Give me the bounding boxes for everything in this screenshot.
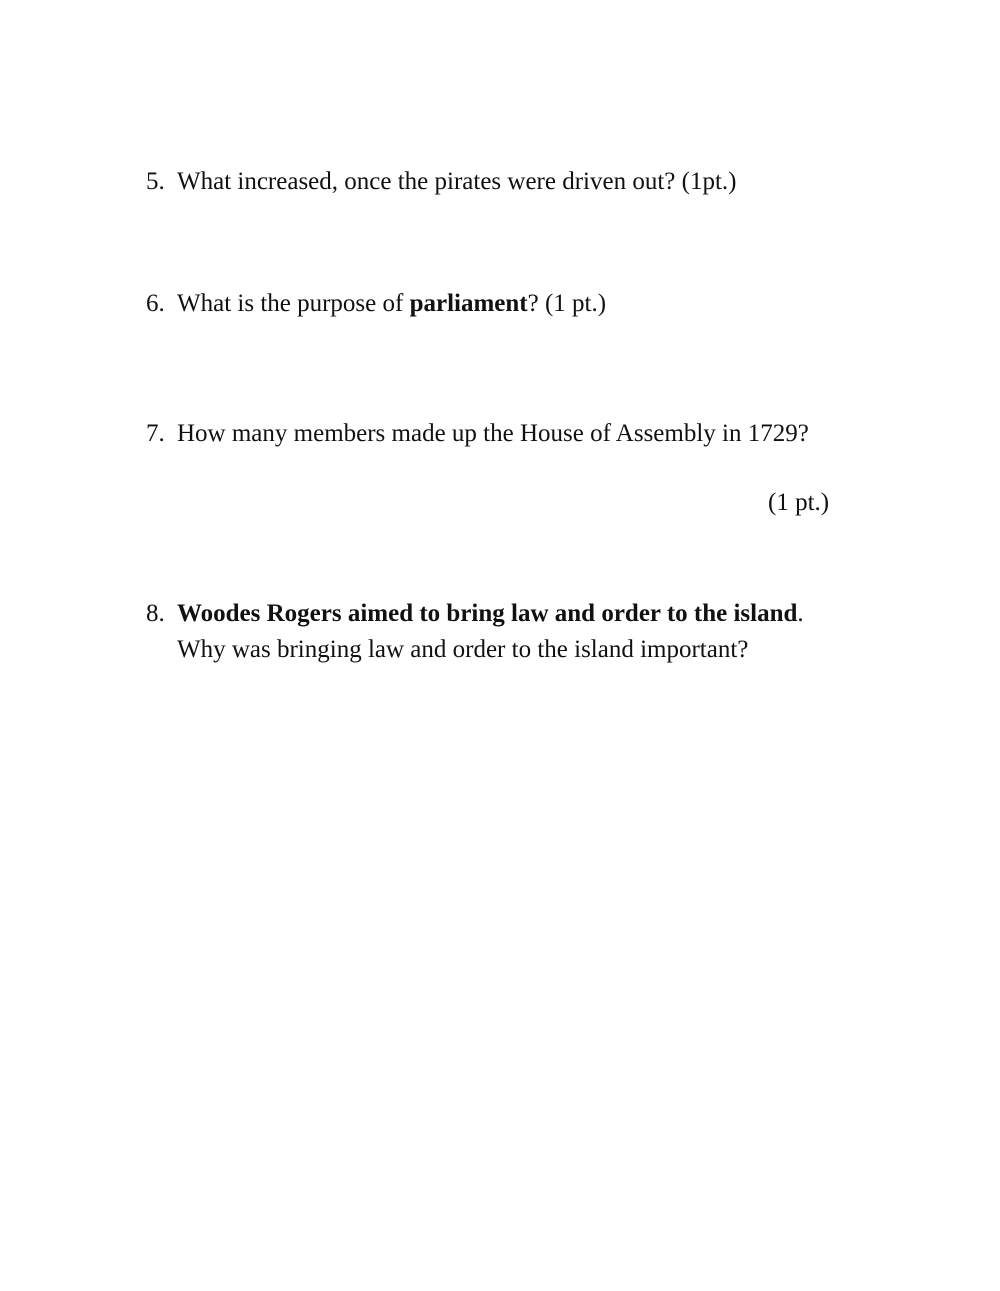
question-number: 6. — [146, 290, 165, 317]
question-statement — [177, 596, 804, 632]
question-text: What increased, once the pirates were driven out? (1pt.) — [177, 168, 737, 195]
statement-bold: Woodes Rogers aimed to bring law and order to the island — [177, 600, 798, 627]
statement-period: . — [797, 600, 804, 627]
question-text: Why was bringing law and order to the island important? — [177, 636, 749, 663]
question-text-start: What is the purpose of — [177, 290, 410, 317]
question-text — [177, 286, 606, 322]
question-number: 8. — [146, 600, 165, 627]
question-text: How many members made up the House of Assembly in 1729? — [177, 420, 809, 447]
question-number: 5. — [146, 168, 165, 195]
question-number: 7. — [146, 420, 165, 447]
key-term: parliament — [409, 290, 528, 317]
question-text-end: ? (1 pt.) — [527, 290, 607, 317]
question-7-points: (1 pt.) — [768, 489, 830, 516]
